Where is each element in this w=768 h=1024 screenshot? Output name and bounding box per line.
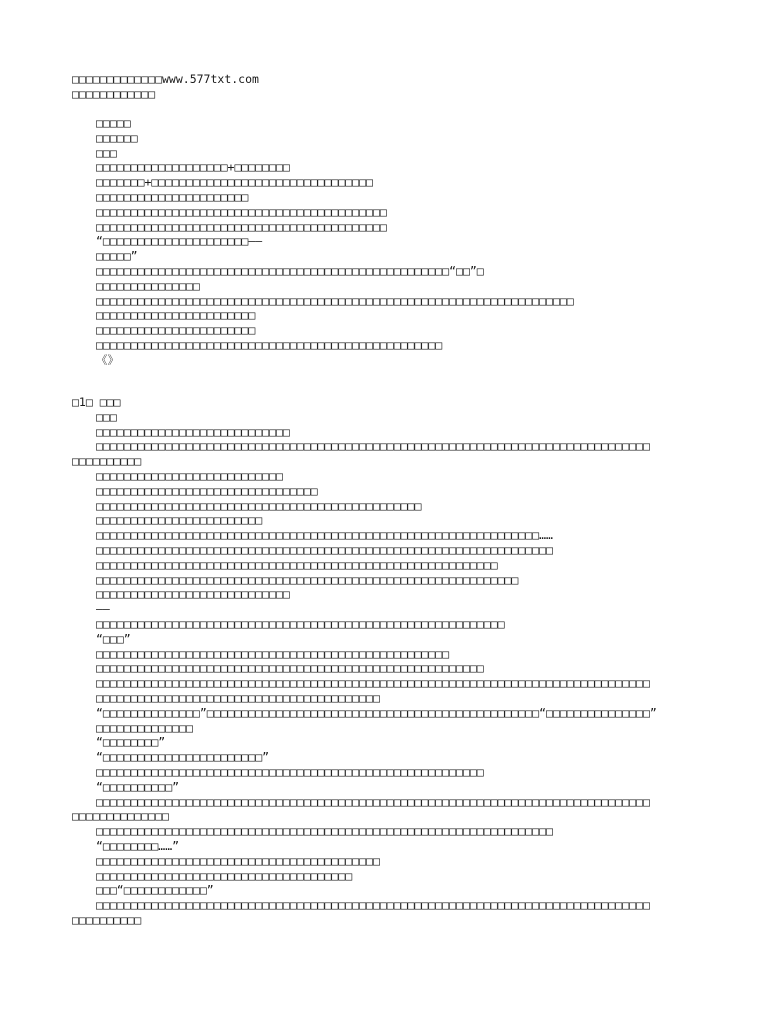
paragraph-line: □□□□□□□□□□□□□□□□□□□□□□□□□□□□□□□□□□□□□	[96, 868, 353, 883]
paragraph-line: “□□□□□□□□”	[96, 735, 166, 750]
chapter-title: □1□ □□□	[72, 395, 121, 409]
paragraph-line: □□□“□□□□□□□□□□□□”	[96, 883, 214, 898]
paragraph-line: □□□□□□□□□□□□□□□□□□□□□□□□□□□□□□□□□□□□□□□□□□□□□□□□□□□□□□□□□□□□□□□□□□□□□□□□□□□□□□□□	[96, 676, 650, 691]
paragraph-line: “□□□□□□□□□□□□□□□□□□□□□□□”	[96, 750, 270, 765]
paragraph-line: □□□□□□□□□□	[72, 912, 142, 927]
intro-line: □□□□□□□□□□□□□□□□□□□□□□□□□□□□□□□□□□□□□□□□□□□□□□□□□□	[96, 337, 443, 352]
paragraph-line: “□□□”	[96, 631, 131, 646]
intro-line: 《》	[96, 352, 119, 367]
intro-line: □□□□□”	[96, 249, 138, 264]
paragraph-line: “□□□□□□□□□□□□□□”□□□□□□□□□□□□□□□□□□□□□□□□□□□□□□□□□□□□□□□□□□□□□□□□“□□□□□□□□□□□□□□□”	[96, 705, 657, 720]
intro-section	[72, 116, 704, 368]
paragraph-line: □□□□□□□□□□□□□□□□□□□□□□□□□□□□□□□□□□□□□□□□□□□□□□□□□□□□□□□□□□□□□□□□□□	[96, 542, 553, 557]
intro-line: □□□	[96, 145, 117, 160]
intro-line: □□□□□□□□□□□□□□□	[96, 278, 200, 293]
intro-line: □□□□□□□□□□□□□□□□□□□□□□□□□□□□□□□□□□□□□□□□□□	[96, 219, 387, 234]
paragraph-line: □□□□□□□□□□□□□□□□□□□□□□□□□□□□□□□□□□□□□□□□□	[96, 853, 380, 868]
intro-line: □□□□□□□+□□□□□□□□□□□□□□□□□□□□□□□□□□□□□□□□	[96, 175, 373, 190]
paragraph-line: □□□□□□□□□□□□□□□□□□□□□□□□□□□□□□□□□□□□□□□□□□□□□□□□□□□□□□□□□□□□□	[96, 572, 519, 587]
site-header	[72, 72, 704, 102]
intro-line: □□□□□□□□□□□□□□□□□□□□□□□	[96, 308, 256, 323]
paragraph-line: □□□□□□□□□□□□□□□□□□□□□□□□□□□□□□□□□□□□□□□□□□□□□□□□□□□□□□□□□□□□□□□□……	[96, 528, 553, 543]
intro-line: □□□□□□□□□□□□□□□□□□□+□□□□□□□□	[96, 160, 290, 175]
paragraph-line: “□□□□□□□□□□”	[96, 779, 180, 794]
paragraph-line: □□□□□□□□□□□□□□□□□□□□□□□□□□□□□□□□□□□□□□□□□	[96, 690, 380, 705]
paragraph-line: □□□□□□□□□□□□□□□□□□□□□□□□□□□□□□□□□□□□□□□□□□□□□□□□□□□□□□□□□□□□□□□□□□□□□□□□□□□□□□□□	[96, 794, 650, 809]
chapter-body	[72, 410, 704, 928]
chapter-section	[72, 395, 704, 928]
paragraph-line: □□□□□□□□□□□□□□□□□□□□□□□□□□□□□□□□□□□□□□□□□□□□□□□□□□□	[96, 646, 450, 661]
paragraph-line: ——	[96, 602, 110, 617]
intro-line: □□□□□□□□□□□□□□□□□□□□□□□□□□□□□□□□□□□□□□□□□□□□□□□□□□□“□□”□	[96, 263, 484, 278]
paragraph-line: □□□□□□□□□□□□□□□□□□□□□□□□□□□□	[96, 424, 290, 439]
paragraph-line: “□□□□□□□□……”	[96, 838, 180, 853]
intro-line: □□□□□□□□□□□□□□□□□□□□□□□□□□□□□□□□□□□□□□□□□□	[96, 204, 387, 219]
paragraph-line: □□□□□□□□□□	[72, 454, 142, 469]
paragraph-line: □□□□□□□□□□□□□□□□□□□□□□□□□□□□□□□□	[96, 483, 318, 498]
paragraph-line: □□□□□□□□□□□□□□□□□□□□□□□□□□□□□□□□□□□□□□□□□□□□□□□□□□□□□□□□	[96, 661, 484, 676]
intro-line: □□□□□□□□□□□□□□□□□□□□□□□□□□□□□□□□□□□□□□□□□□□□□□□□□□□□□□□□□□□□□□□□□□□□□	[96, 293, 574, 308]
paragraph-line: □□□□□□□□□□□□□□	[96, 720, 193, 735]
paragraph-line: □□□□□□□□□□□□□□□□□□□□□□□□□□□□□□□□□□□□□□□□□□□□□□□□□□□□□□□□□□□□□□□□□□□□□□□□□□□□□□□□	[96, 898, 650, 913]
paragraph-line: □□□□□□□□□□□□□□□□□□□□□□□□	[96, 513, 263, 528]
header-line: □□□□□□□□□□□□□www.577txt.com	[72, 72, 259, 86]
paragraph-line: □□□	[96, 409, 117, 424]
paragraph-line: □□□□□□□□□□□□□□□□□□□□□□□□□□□	[96, 468, 283, 483]
intro-line: □□□□□□□□□□□□□□□□□□□□□□□	[96, 323, 256, 338]
header-line: □□□□□□□□□□□□	[72, 86, 156, 101]
intro-line: □□□□□	[96, 116, 131, 130]
paragraph-line: □□□□□□□□□□□□□□□□□□□□□□□□□□□□□□□□□□□□□□□□□□□□□□□□□□□□□□□□□□	[96, 557, 498, 572]
intro-line: □□□□□□□□□□□□□□□□□□□□□□	[96, 189, 249, 204]
intro-line: “□□□□□□□□□□□□□□□□□□□□□——	[96, 234, 263, 249]
paragraph-line: □□□□□□□□□□□□□□□□□□□□□□□□□□□□□□□□□□□□□□□□□□□□□□□	[96, 498, 422, 513]
paragraph-line: □□□□□□□□□□□□□□□□□□□□□□□□□□□□□□□□□□□□□□□□□□□□□□□□□□□□□□□□	[96, 764, 484, 779]
paragraph-line: □□□□□□□□□□□□□□	[72, 809, 169, 824]
paragraph-line: □□□□□□□□□□□□□□□□□□□□□□□□□□□□□□□□□□□□□□□□□□□□□□□□□□□□□□□□□□□□□□□□□□	[96, 824, 553, 839]
paragraph-line: □□□□□□□□□□□□□□□□□□□□□□□□□□□□□□□□□□□□□□□□□□□□□□□□□□□□□□□□□□□	[96, 616, 505, 631]
intro-line: □□□□□□	[96, 130, 138, 145]
paragraph-line: □□□□□□□□□□□□□□□□□□□□□□□□□□□□□□□□□□□□□□□□□□□□□□□□□□□□□□□□□□□□□□□□□□□□□□□□□□□□□□□□	[96, 439, 650, 454]
paragraph-line: □□□□□□□□□□□□□□□□□□□□□□□□□□□□	[96, 587, 290, 602]
